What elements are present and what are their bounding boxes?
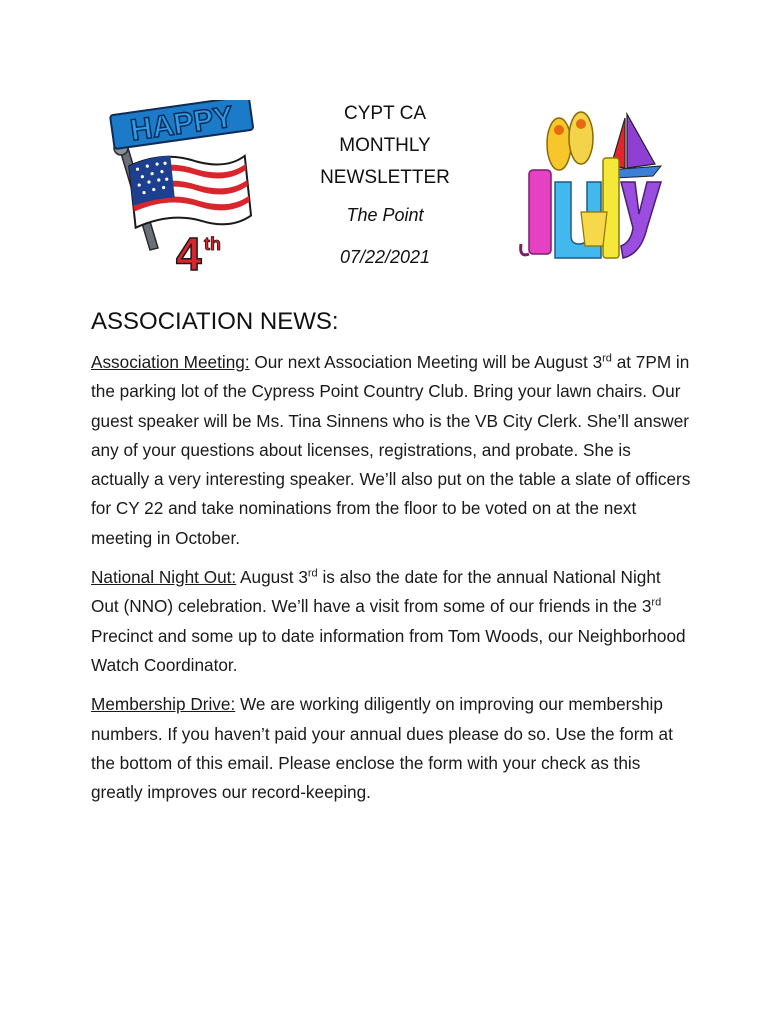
paragraph-national-night-out [91, 563, 691, 680]
happy-4th-flag-icon [98, 100, 260, 278]
title-line-2: MONTHLY [339, 135, 431, 156]
title-line-1: CYPT CA [343, 103, 426, 124]
paragraph-text: at 7PM in the parking lot of the Cypress Point Country Club. Bring your lawn chairs. Our guest speaker will be Ms. Tina Sinnens who is the VB City Clerk. She’ll answer any of your questions about licenses, registrations, and probate. She is actually a very interesting speaker. We’ll also put on the table a slate of officers for CY 22 and take nominations from the floor to be voted on at the next meeting in October. [91, 352, 691, 548]
newsletter-date: 07/22/2021 [339, 247, 431, 267]
ordinal-suffix: rd [307, 567, 318, 580]
logo-four-text: 4 [176, 228, 202, 278]
paragraph-association-meeting [91, 348, 691, 553]
masthead [285, 98, 485, 268]
ordinal-suffix: rd [651, 596, 662, 609]
paragraph-text: Our next Association Meeting will be August 3 [249, 352, 603, 372]
paragraph-text: August 3 [236, 567, 308, 588]
paragraph-heading: Association Meeting: [91, 352, 250, 372]
paragraph-text: is also the date for the annual National Night Out (NNO) celebration. We’ll have a visit from some of our friends in the 3 [91, 567, 661, 617]
paragraph-heading: Membership Drive: [91, 694, 236, 715]
paragraph-membership-drive [91, 690, 691, 807]
logo-july-text: july [589, 266, 591, 267]
article-content [91, 348, 691, 817]
july-beach-icon [515, 108, 665, 270]
logo-happy-text: HAPPY [128, 100, 236, 148]
paragraph-heading: National Night Out: [91, 567, 237, 588]
title-line-3: NEWSLETTER [320, 167, 450, 188]
paragraph-text: Precinct and some up to date information from Tom Woods, our Neighborhood Watch Coordinator. [91, 625, 686, 675]
logo-th-text: th [204, 234, 221, 254]
section-title: ASSOCIATION NEWS: [91, 308, 339, 335]
ordinal-suffix: rd [602, 352, 612, 365]
paragraph-text: We are working diligently on improving our membership numbers. If you haven’t paid your annual dues please do so. Use the form at the bottom of this email. Please enclose the form with your check as this greatly improves our record-keeping. [91, 694, 673, 803]
newsletter-subtitle: The Point [346, 205, 424, 225]
